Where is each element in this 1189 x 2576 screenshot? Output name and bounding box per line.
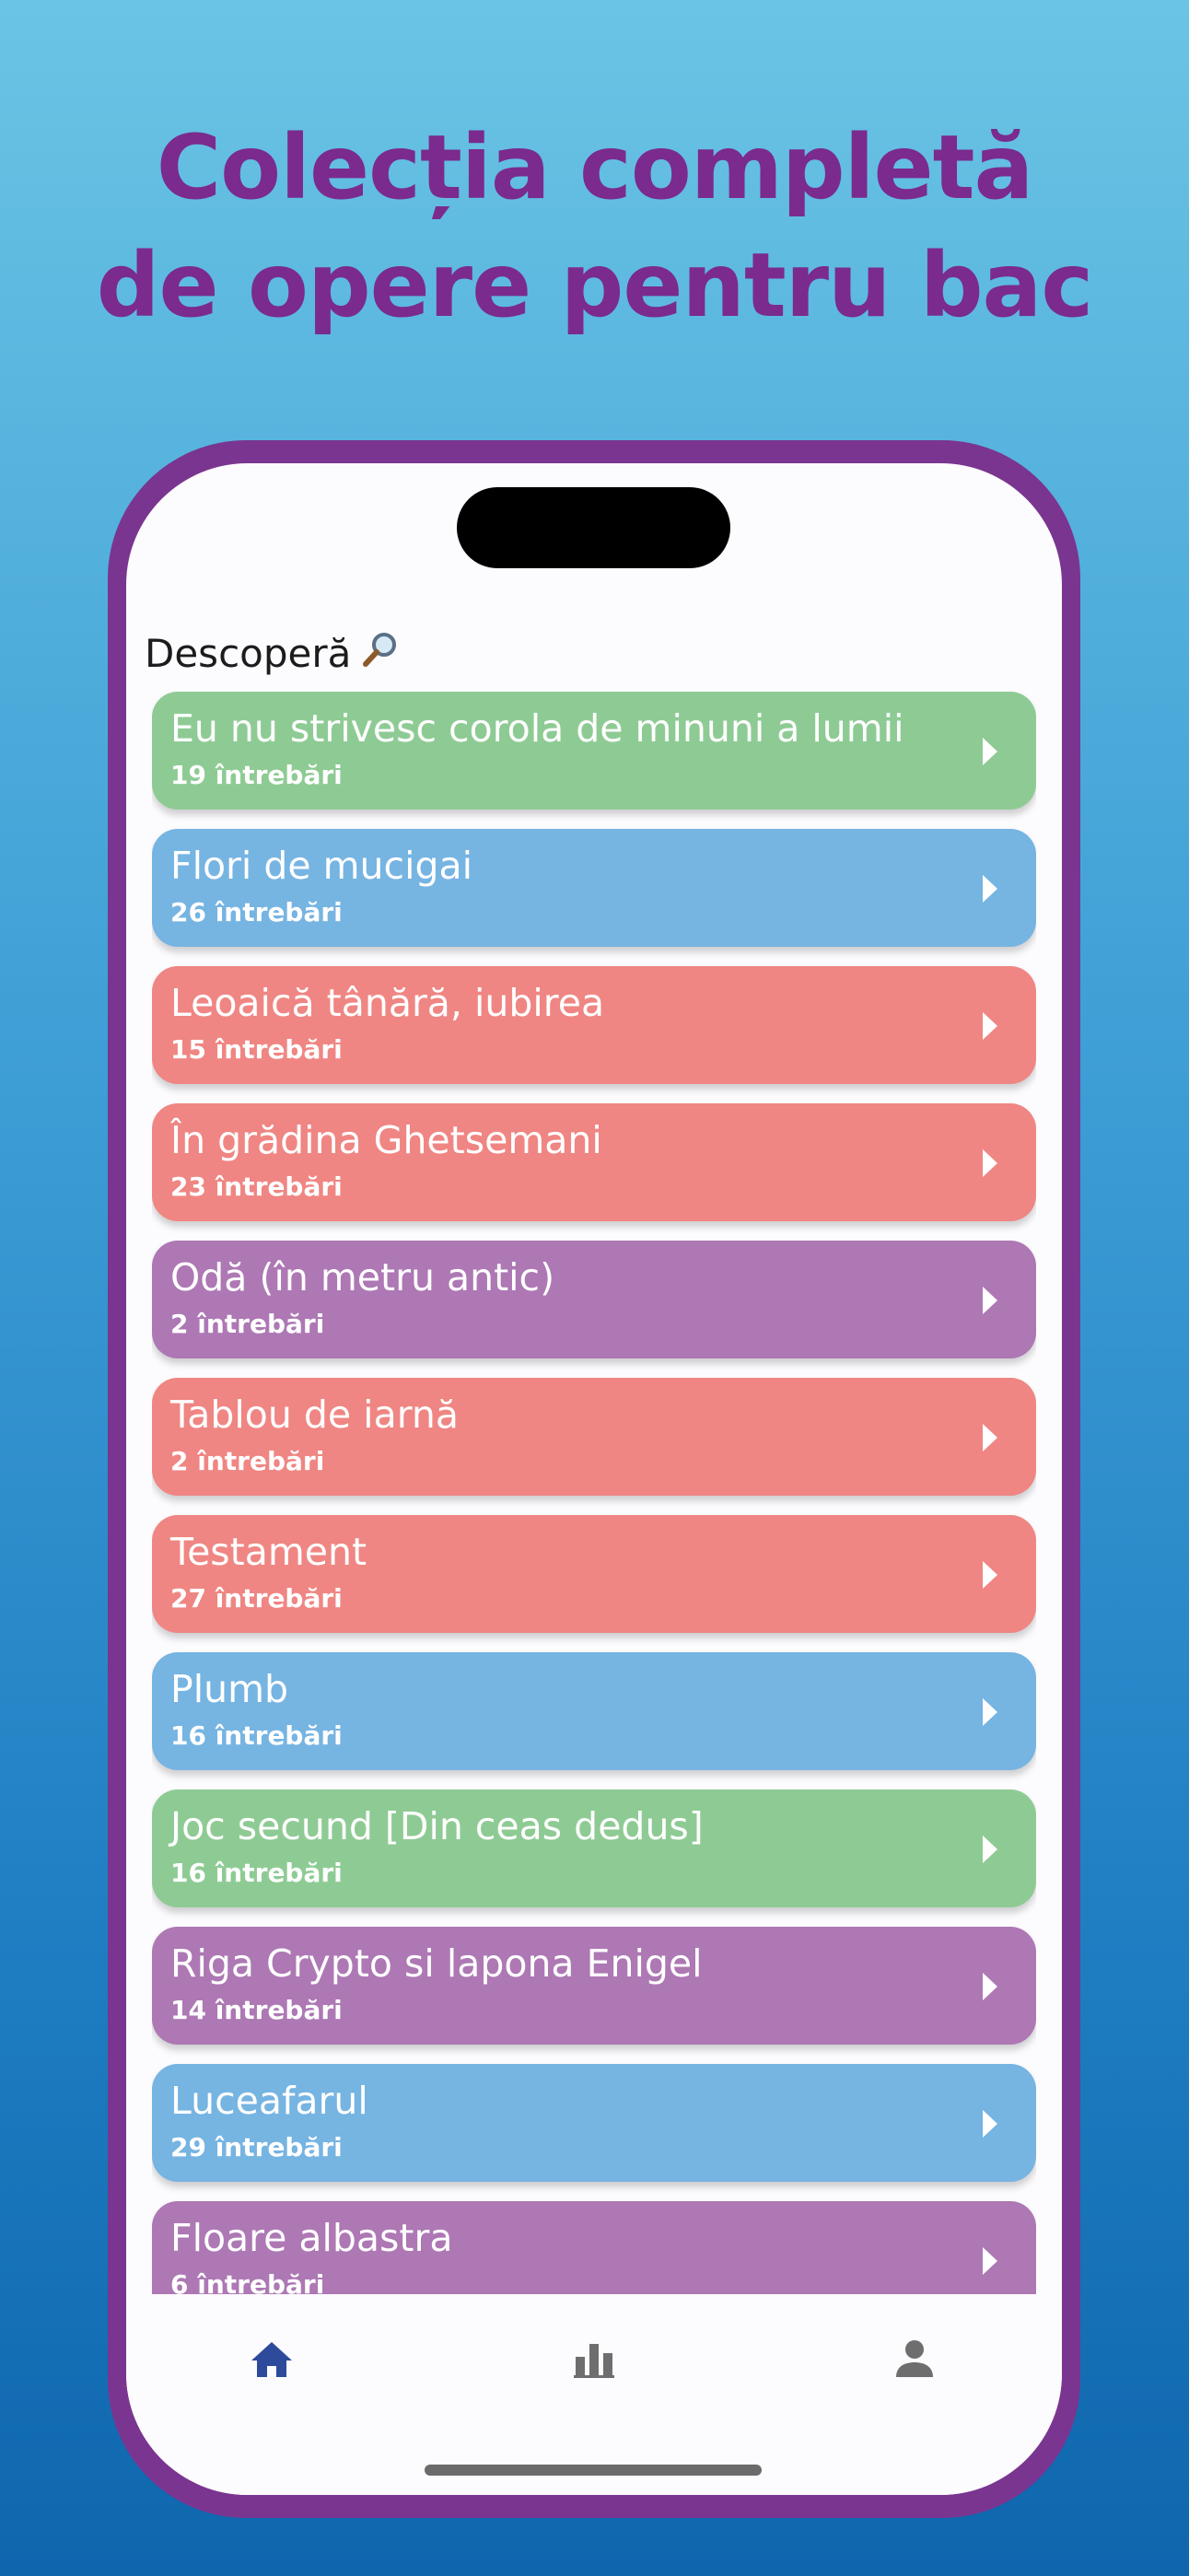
list-item-title: Flori de mucigai [170,844,473,888]
list-item-subtitle: 16 întrebări [170,1858,343,1888]
list-item-title: Testament [170,1530,367,1574]
chevron-right-icon [983,875,997,903]
list-item-title: Odă (în metru antic) [170,1255,555,1300]
chevron-right-icon [983,1149,997,1177]
dynamic-island [457,487,730,568]
list-item-title: Joc secund [Din ceas dedus] [170,1804,704,1848]
list-item[interactable] [152,1789,1036,1907]
magnifier-icon [360,629,401,678]
chevron-right-icon [983,2110,997,2138]
chevron-right-icon [983,1698,997,1726]
tab-stats[interactable] [566,2331,622,2386]
list-item[interactable] [152,829,1036,947]
list-item-subtitle: 2 întrebări [170,1446,325,1476]
list-item-title: Eu nu strivesc corola de minuni a lumii [170,706,904,751]
person-icon [887,2331,942,2386]
home-icon [244,2331,299,2386]
opere-list [152,692,1036,2294]
section-title [145,629,401,678]
list-item[interactable] [152,2201,1036,2294]
list-item-subtitle: 26 întrebări [170,897,343,927]
tab-profile[interactable] [887,2331,942,2386]
list-item-title: Luceafarul [170,2079,368,2123]
list-item-subtitle: 23 întrebări [170,1171,343,1202]
list-item-subtitle: 15 întrebări [170,1034,343,1065]
list-item-subtitle: 29 întrebări [170,2132,343,2162]
headline-line-1: Colecția completă [156,116,1033,219]
list-item[interactable] [152,692,1036,810]
phone-screen [126,463,1062,2495]
list-item-subtitle: 14 întrebări [170,1995,343,2025]
chevron-right-icon [983,1973,997,2000]
chevron-right-icon [983,1561,997,1589]
chevron-right-icon [983,1424,997,1451]
chevron-right-icon [983,738,997,765]
bar-chart-icon [566,2331,622,2386]
list-item-subtitle: 19 întrebări [170,760,343,790]
list-item-subtitle: 2 întrebări [170,1309,325,1339]
chevron-right-icon [983,1287,997,1314]
tab-home[interactable] [244,2331,299,2386]
headline-line-2: de opere pentru bac [96,234,1093,337]
list-item[interactable] [152,1378,1036,1496]
chevron-right-icon [983,1012,997,1040]
list-item[interactable] [152,1241,1036,1358]
list-item[interactable] [152,1652,1036,1770]
list-item-title: Leoaică tânără, iubirea [170,981,605,1025]
list-item-subtitle: 16 întrebări [170,1720,343,1751]
section-title-label: Descoperă [145,631,352,676]
list-item-title: Floare albastra [170,2216,453,2260]
list-item[interactable] [152,966,1036,1084]
list-item-title: Plumb [170,1667,289,1711]
list-item-subtitle: 27 întrebări [170,1583,343,1614]
list-item[interactable] [152,2064,1036,2182]
promo-headline [0,109,1189,344]
chevron-right-icon [983,1836,997,1863]
list-item-title: Riga Crypto si lapona Enigel [170,1941,703,1986]
list-item-subtitle: 6 întrebări [170,2269,325,2294]
list-item[interactable] [152,1927,1036,2045]
list-item[interactable] [152,1515,1036,1633]
list-item-title: În grădina Ghetsemani [170,1118,602,1162]
list-item-title: Tablou de iarnă [170,1393,459,1437]
chevron-right-icon [983,2247,997,2275]
home-indicator[interactable] [425,2465,762,2476]
list-item[interactable] [152,1103,1036,1221]
